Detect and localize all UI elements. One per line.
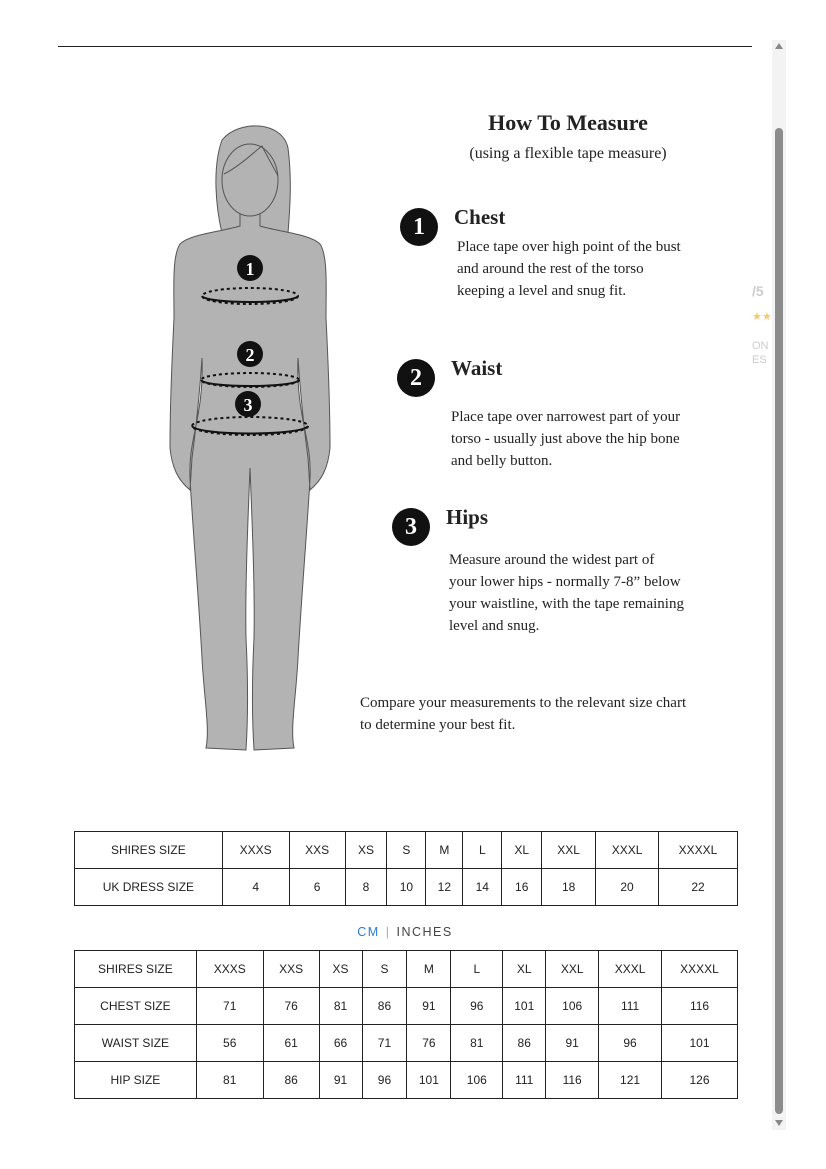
background-stars-icon: ★★ <box>752 311 772 323</box>
table-row: HIP SIZE 81 86 91 96 101 106 111 116 121 126 <box>75 1062 738 1099</box>
svg-text:1: 1 <box>245 259 255 279</box>
table-row: WAIST SIZE 56 61 66 71 76 81 86 91 96 101 <box>75 1025 738 1062</box>
step-title: Waist <box>451 356 503 380</box>
scrollbar-thumb[interactable] <box>775 128 783 1114</box>
unit-inches-toggle[interactable]: INCHES <box>396 925 453 939</box>
unit-toggle <box>0 925 810 939</box>
measurement-table <box>74 950 738 1099</box>
table-row: CHEST SIZE 71 76 81 86 91 96 101 106 111 116 <box>75 988 738 1025</box>
step-description: Place tape over high point of the bust and around the rest of the torso keeping a level and snug fit. <box>457 239 681 299</box>
scroll-down-arrow-icon[interactable] <box>775 1120 783 1126</box>
step-title: Chest <box>454 205 506 229</box>
scrollbar[interactable] <box>772 40 786 1130</box>
table-row: SHIRES SIZE XXXS XXS XS S M L XL XXL XXXL XXXXL <box>75 832 738 869</box>
hip-marker <box>235 391 261 417</box>
svg-text:2: 2 <box>245 345 255 365</box>
step-number-badge: 2 <box>397 359 435 397</box>
step-number-badge: 1 <box>400 208 438 246</box>
background-text: ON <box>752 340 769 352</box>
unit-separator: | <box>385 925 391 939</box>
size-conversion-table <box>74 831 738 906</box>
step-title: Hips <box>446 505 489 529</box>
background-rating-text: /5 <box>752 283 764 299</box>
body-figure-illustration <box>150 118 340 768</box>
top-divider <box>58 46 752 47</box>
unit-cm-toggle[interactable]: CM <box>357 925 380 939</box>
table-row: UK DRESS SIZE 4 6 8 10 12 14 16 18 20 22 <box>75 869 738 906</box>
step-description: Measure around the widest part of your lower hips - normally 7-8” below your waistline, with the tape remaining level and snug. <box>449 552 684 634</box>
background-text: ES <box>752 354 767 366</box>
step-description: Place tape over narrowest part of your torso - usually just above the hip bone and belly button. <box>451 409 681 469</box>
waist-marker <box>237 341 263 367</box>
guide-title: How To Measure <box>488 110 648 135</box>
scroll-up-arrow-icon[interactable] <box>775 43 783 49</box>
step-number-badge: 3 <box>392 508 430 546</box>
table-row: SHIRES SIZE XXXS XXS XS S M L XL XXL XXXL XXXXL <box>75 951 738 988</box>
compare-note: Compare your measurements to the relevant size chart to determine your best fit. <box>360 695 687 733</box>
chest-marker <box>237 255 263 281</box>
guide-subtitle: (using a flexible tape measure) <box>469 145 667 162</box>
svg-text:3: 3 <box>243 395 253 415</box>
